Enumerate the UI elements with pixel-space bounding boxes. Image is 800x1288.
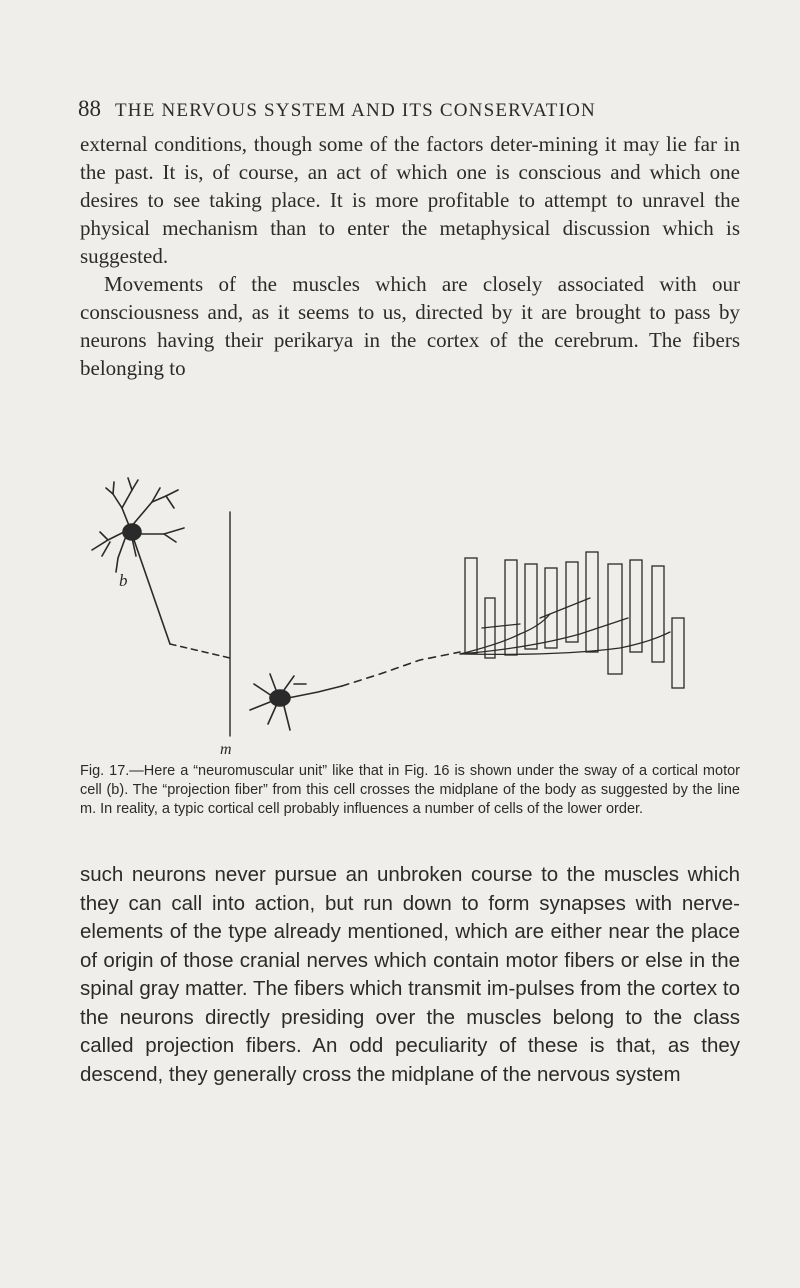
cortical-motor-cell <box>92 478 230 658</box>
running-header <box>78 96 738 122</box>
running-title: THE NERVOUS SYSTEM AND ITS CONSERVATION <box>115 100 596 121</box>
muscle-fibers <box>460 552 684 688</box>
figure-17-illustration <box>80 448 720 758</box>
paragraph-1: external conditions, though some of the factors deter-mining it may lie far in the past. It is, of course, an act of which one is conscious and which one desires to see taking place. It is more profitable to attempt to unravel the physical mechanism than to enter the metaphysical discussion which is suggested. <box>80 132 740 268</box>
text-block-top <box>80 130 740 382</box>
page-number: 88 <box>78 96 101 121</box>
paragraph-2: Movements of the muscles which are closely associated with our consciousness and, as it seems to us, directed by it are brought to pass by neurons having their perikarya in the cortex of the cerebrum. The fibers belonging to <box>80 272 740 380</box>
figure-label-m: m <box>220 741 232 758</box>
figure-label-b: b <box>119 571 128 590</box>
paragraph-3: such neurons never pursue an unbroken course to the muscles which they can call into action, but run down to form synapses with nerve-elements of the type already mentioned, which are either near the place of origin of those cranial nerves which contain motor fibers or else in the spinal gray matter. The fibers which transmit im-pulses from the cortex to the neurons directly presiding over the muscles belong to the class called projection fibers. An odd peculiarity of these is that, as they descend, they generally cross the midplane of the nervous system <box>80 863 740 1086</box>
figure-caption: Fig. 17.—Here a “neuromuscular unit” like that in Fig. 16 is shown under the sway of a cortical motor cell (b). The “projection fiber” from this cell crosses the midplane of the body as suggested by the line m. In reality, a typic cortical cell probably influences a number of cells of the lower order. <box>80 763 740 817</box>
text-block-bottom <box>80 861 740 1089</box>
lower-motor-neuron <box>250 652 460 730</box>
